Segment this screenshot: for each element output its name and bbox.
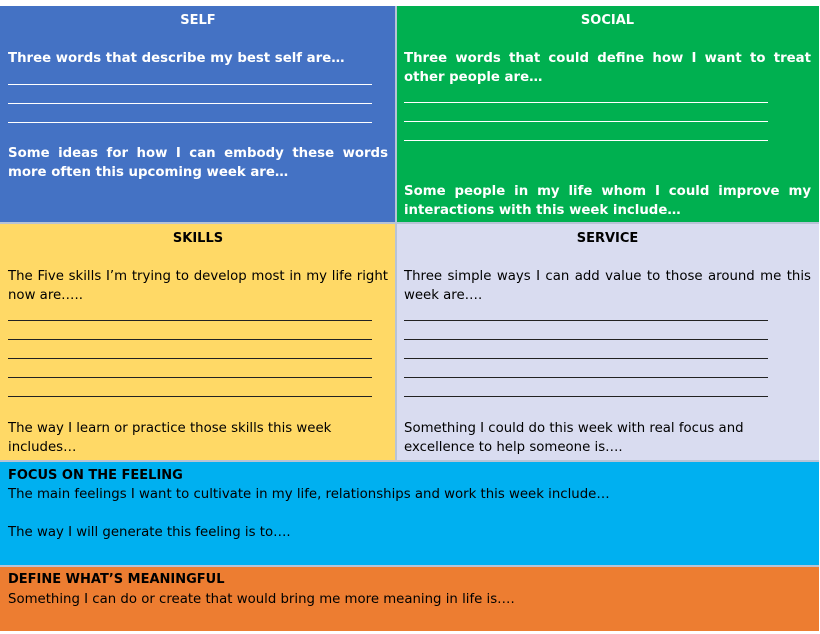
skills-title: SKILLS [172,231,224,246]
social-prompt-people: Some people in my life whom I could improve my interactions with this week include… [404,184,811,218]
self-prompt-words: Three words that describe my best self are… [8,51,345,66]
service-answer-line-4[interactable] [404,377,768,378]
social-prompt-words: Three words that could define how I want to treat other people are… [404,51,811,85]
skills-answer-line-3[interactable] [8,358,372,359]
meaning-section [0,567,819,631]
self-section [0,6,396,222]
skills-prompt-practice: The way I learn or practice those skills this week includes… [8,421,332,455]
self-answer-line-3[interactable] [8,122,372,123]
self-prompt-ideas: Some ideas for how I can embody these words more often this upcoming week are… [8,146,388,180]
service-answer-line-2[interactable] [404,339,768,340]
service-answer-line-5[interactable] [404,396,768,397]
row-divider-1 [0,222,819,224]
self-title: SELF [180,13,216,28]
social-title: SOCIAL [580,13,635,28]
service-section [396,224,819,460]
feeling-prompt-generate: The way I will generate this feeling is to…. [8,525,291,540]
skills-answer-line-1[interactable] [8,320,372,321]
feeling-title: FOCUS ON THE FEELING [8,468,183,483]
social-answer-line-3[interactable] [404,140,768,141]
column-divider [395,6,397,460]
service-prompt-focus: Something I could do this week with real focus and excellence to help someone is…. [404,421,744,455]
skills-answer-line-5[interactable] [8,396,372,397]
meaning-title: DEFINE WHAT’S MEANINGFUL [8,572,225,587]
social-answer-line-2[interactable] [404,121,768,122]
social-answer-line-1[interactable] [404,102,768,103]
self-answer-line-2[interactable] [8,103,372,104]
skills-section [0,224,396,460]
service-prompt-ways: Three simple ways I can add value to those around me this week are…. [404,269,811,303]
self-answer-line-1[interactable] [8,84,372,85]
service-answer-line-3[interactable] [404,358,768,359]
row-divider-3 [0,565,819,567]
skills-answer-line-4[interactable] [8,377,372,378]
social-section [396,6,819,222]
service-answer-line-1[interactable] [404,320,768,321]
service-title: SERVICE [576,231,639,246]
row-divider-2 [0,460,819,462]
feeling-prompt-feelings: The main feelings I want to cultivate in my life, relationships and work this week include… [8,487,610,502]
skills-prompt-skills: The Five skills I’m trying to develop most in my life right now are….. [8,269,388,303]
meaning-prompt: Something I can do or create that would bring me more meaning in life is…. [8,592,515,607]
feeling-section [0,462,819,565]
skills-answer-line-2[interactable] [8,339,372,340]
